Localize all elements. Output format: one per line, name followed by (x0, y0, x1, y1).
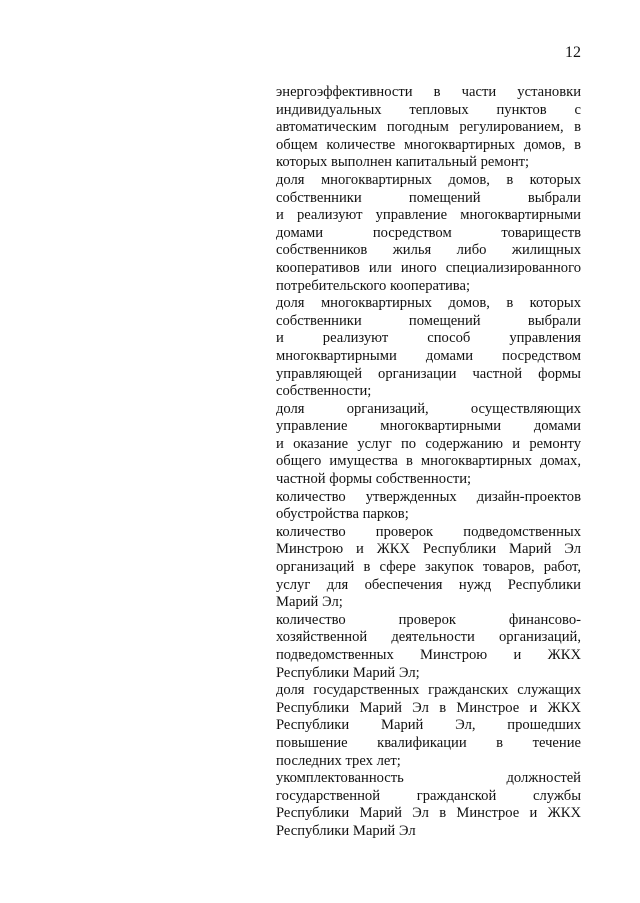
text-line: последних трех лет; (276, 752, 401, 769)
text-line: собственники помещений выбрали (276, 312, 581, 329)
text-line: Минстрою и ЖКХ Республики Марий Эл (276, 541, 581, 558)
text-line: потребительского кооператива; (276, 277, 471, 294)
text-line: количество утвержденных дизайн-проектов (276, 488, 581, 505)
text-line: управляющей организации частной формы (276, 365, 581, 382)
text-line: доля государственных гражданских служащих (276, 682, 581, 699)
text-line: Республики Марий Эл в Минстрое и ЖКХ (276, 699, 581, 716)
text-line: услуг для обеспечения нужд Республики (276, 576, 581, 593)
text-line: управление многоквартирными домами (276, 418, 581, 435)
text-line: государственной гражданской службы (276, 787, 581, 804)
text-line: и оказание услуг по содержанию и ремонту (276, 435, 581, 452)
text-line: подведомственных Минстрою и ЖКХ (276, 647, 581, 663)
text-line: кооперативов или иного специализированного (276, 259, 581, 276)
text-line: энергоэффективности в части установки (276, 84, 581, 100)
text-line: собственники помещений выбрали (276, 189, 581, 206)
text-line: доля многоквартирных домов, в которых (276, 295, 581, 312)
text-line: Республики Марий Эл; (276, 664, 420, 681)
text-line: количество проверок подведомственных (276, 523, 581, 540)
text-line: общего имущества в многоквартирных домах, (276, 453, 581, 470)
text-line: доля многоквартирных домов, в которых (276, 171, 581, 188)
text-line: обустройства парков; (276, 506, 409, 523)
text-line: домами посредством товариществ (276, 224, 581, 241)
text-line: собственников жилья либо жилищных (276, 242, 581, 259)
text-line: хозяйственной деятельности организаций, (276, 629, 581, 646)
text-line: общем количестве многоквартирных домов, в (276, 136, 581, 153)
text-line: Республики Марий Эл (276, 822, 416, 839)
text-line: организаций в сфере закупок товаров, работ, (276, 559, 581, 576)
text-line: и реализуют способ управления (276, 330, 581, 347)
text-line: которых выполнен капитальный ремонт; (276, 154, 530, 171)
text-line: многоквартирными домами посредством (276, 347, 581, 364)
text-line: собственности; (276, 383, 372, 400)
text-line: Марий Эл; (276, 594, 343, 611)
text-line: и реализуют управление многоквартирными (276, 207, 581, 224)
text-line: количество проверок финансово- (276, 611, 581, 628)
page-number: 12 (565, 44, 581, 61)
text-line: Республики Марий Эл в Минстрое и ЖКХ (276, 805, 581, 822)
text-line: доля организаций, осуществляющих (276, 400, 581, 417)
text-line: Республики Марий Эл, прошедших (276, 717, 581, 734)
text-line: частной формы собственности; (276, 471, 472, 488)
text-line: укомплектованность должностей (276, 770, 581, 787)
indicator-list-text (276, 84, 581, 841)
text-line: автоматическим погодным регулированием, в (276, 119, 581, 136)
text-line: индивидуальных тепловых пунктов с (276, 101, 581, 118)
text-line: повышение квалификации в течение (276, 734, 581, 751)
